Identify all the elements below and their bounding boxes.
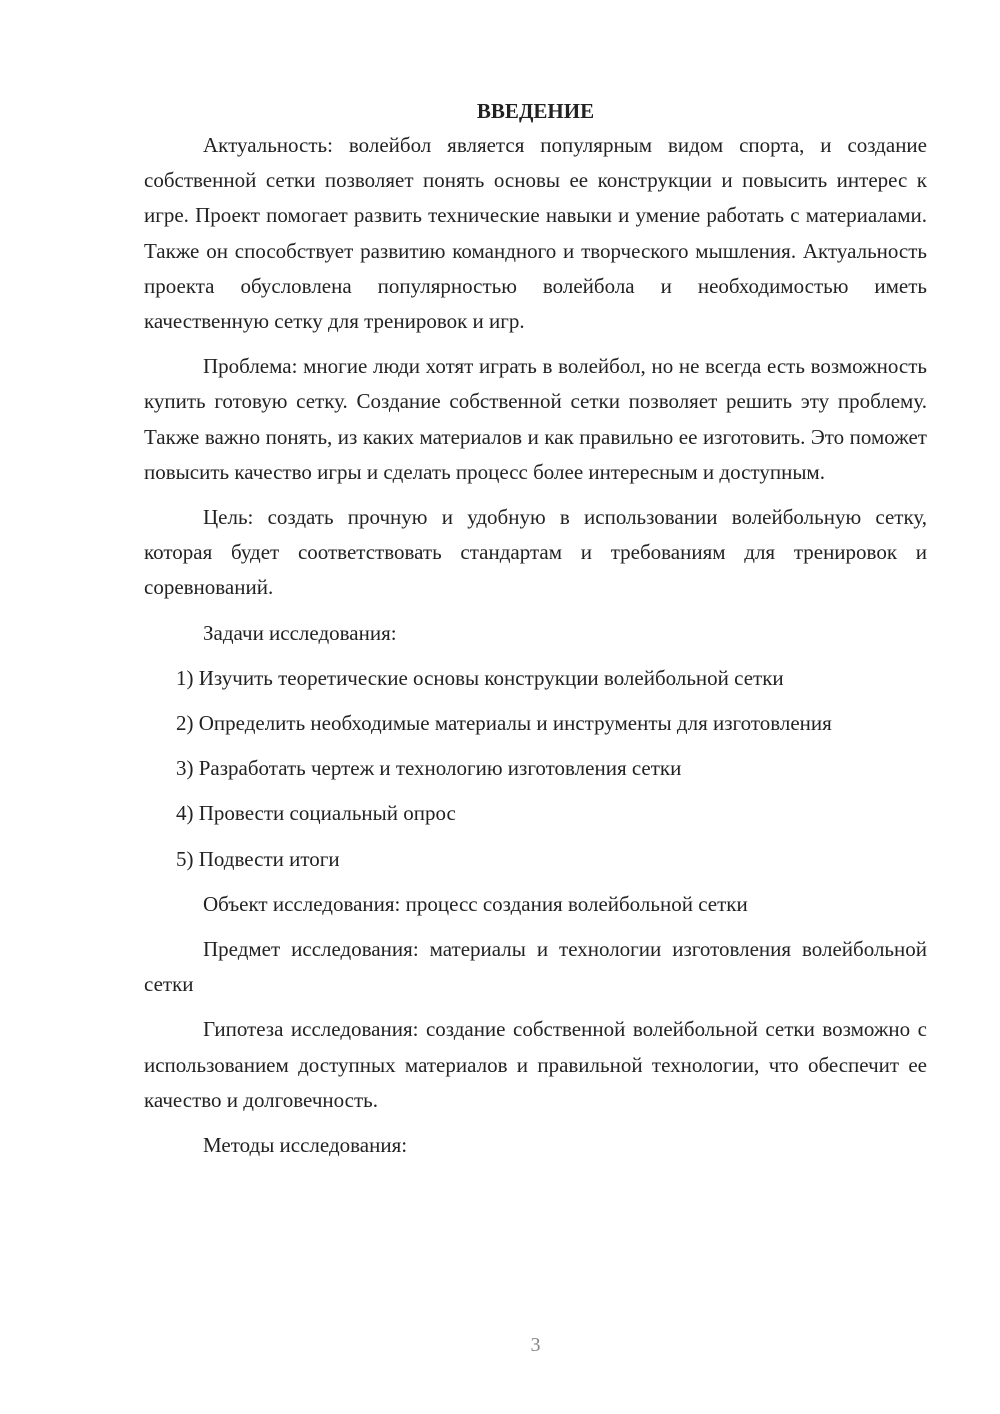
page-title: ВВЕДЕНИЕ [476,99,595,123]
task-item-2: 2) Определить необходимые материалы и инструменты для изготовления [176,711,832,736]
relevance-paragraph: Актуальность: волейбол является популярным видом спорта, и создание собственной сетки позволяет понять основы ее конструкции и повысить интерес к игре. Проект помогает развить технические навыки и умение работать с материалами. Также он способствует развитию командного и творческого мышления. Актуальность проекта обусловлена популярностью волейбола и необходимостью иметь качественную сетку для тренировок и игр. [144,133,927,334]
goal-paragraph: Цель: создать прочную и удобную в использовании волейбольную сетку, которая будет соответствовать стандартам и требованиям для тренировок и соревнований. [144,505,927,600]
task-item-4: 4) Провести социальный опрос [176,801,456,826]
problem-paragraph: Проблема: многие люди хотят играть в волейбол, но не всегда есть возможность купить готовую сетку. Создание собственной сетки позволяет решить эту проблему. Также важно понять, из каких материалов и как правильно ее изготовить. Это поможет повысить качество игры и сделать процесс более интересным и доступным. [144,354,927,484]
document-page [144,96,927,1173]
task-item-3: 3) Разработать чертеж и технологию изготовления сетки [176,756,682,781]
subject-paragraph: Предмет исследования: материалы и технологии изготовления волейбольной сетки [144,937,927,997]
task-item-5: 5) Подвести итоги [176,846,340,871]
hypothesis-paragraph: Гипотеза исследования: создание собственной волейбольной сетки возможно с использованием доступных материалов и правильной технологии, что обеспечит ее качество и долговечность. [144,1017,927,1112]
object-paragraph: Объект исследования: процесс создания волейбольной сетки [203,891,748,916]
methods-heading: Методы исследования: [203,1133,408,1158]
tasks-heading: Задачи исследования: [203,620,397,645]
task-item-1: 1) Изучить теоретические основы конструкции волейбольной сетки [176,665,784,690]
page-number: 3 [530,1334,541,1356]
